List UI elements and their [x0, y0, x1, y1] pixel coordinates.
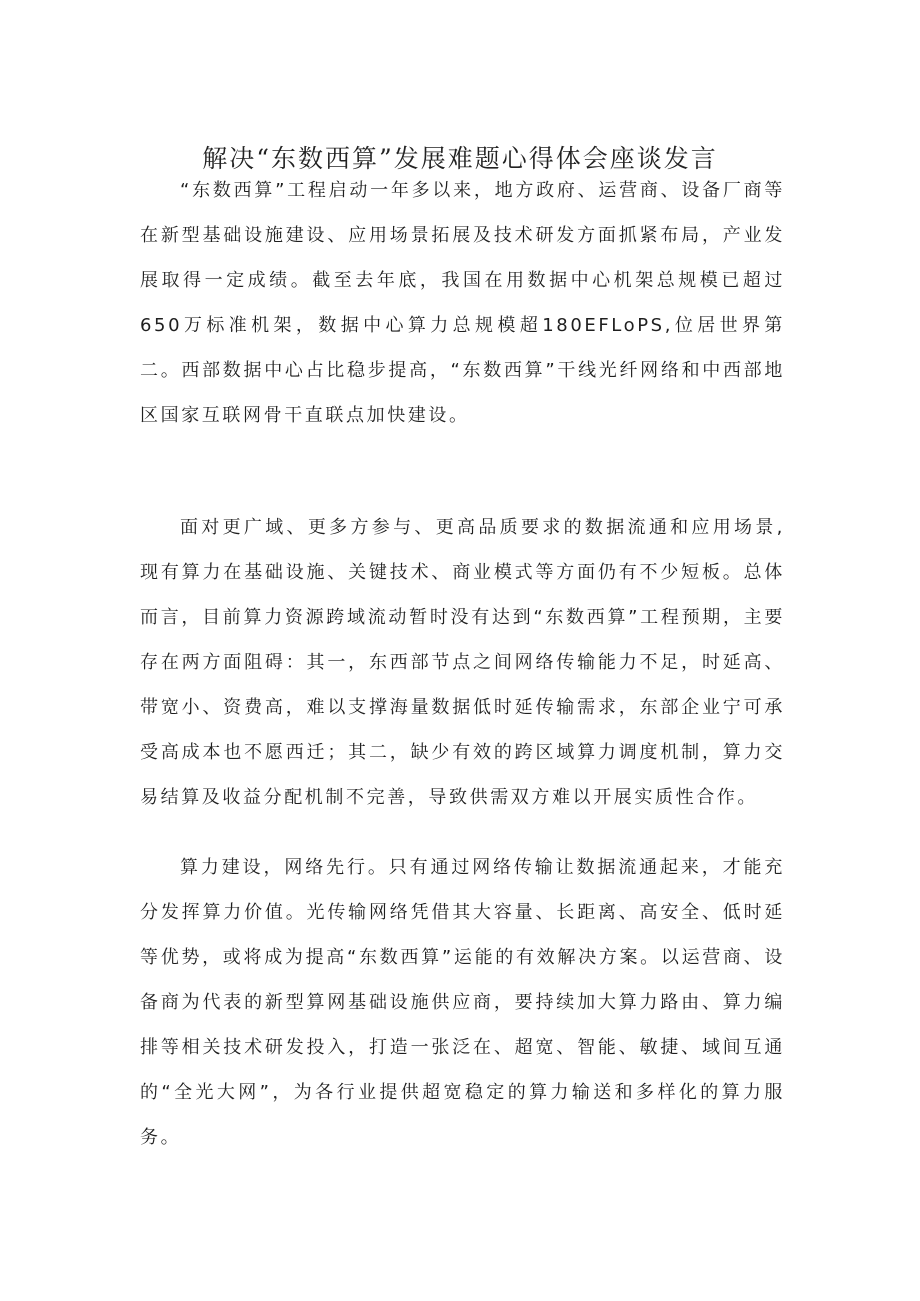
document-title: 解决“东数西算”发展难题心得体会座谈发言: [202, 144, 718, 173]
paragraph-1: “东数西算”工程启动一年多以来，地方政府、运营商、设备厂商等在新型基础设施建设、应用场景拓展及技术研发方面抓紧布局，产业发展取得一定成绩。截至去年底，我国在用数据中心机架总规模已超过650万标准机架，数据中心算力总规模超180EFLoPS,位居世界第二。西部数据中心占比稳步提高，“东数西算”干线光纤网络和中西部地区国家互联网骨干直联点加快建设。: [140, 180, 785, 426]
paragraph-2: 面对更广域、更多方参与、更高品质要求的数据流通和应用场景,现有算力在基础设施、关键技术、商业模式等方面仍有不少短板。总体而言，目前算力资源跨域流动暂时没有达到“东数西算”工程预期，主要存在两方面阻碍：其一，东西部节点之间网络传输能力不足，时延高、带宽小、资费高，难以支撑海量数据低时延传输需求，东部企业宁可承受高成本也不愿西迁；其二，缺少有效的跨区域算力调度机制，算力交易结算及收益分配机制不完善，导致供需双方难以开展实质性合作。: [140, 517, 785, 808]
paragraph-3: 算力建设，网络先行。只有通过网络传输让数据流通起来，才能充分发挥算力价值。光传输网络凭借其大容量、长距离、高安全、低时延等优势，或将成为提高“东数西算”运能的有效解决方案。以运营商、设备商为代表的新型算网基础设施供应商，要持续加大算力路由、算力编排等相关技术研发投入，打造一张泛在、超宽、智能、敏捷、域间互通的“全光大网”，为各行业提供超宽稳定的算力输送和多样化的算力服务。: [140, 857, 785, 1148]
